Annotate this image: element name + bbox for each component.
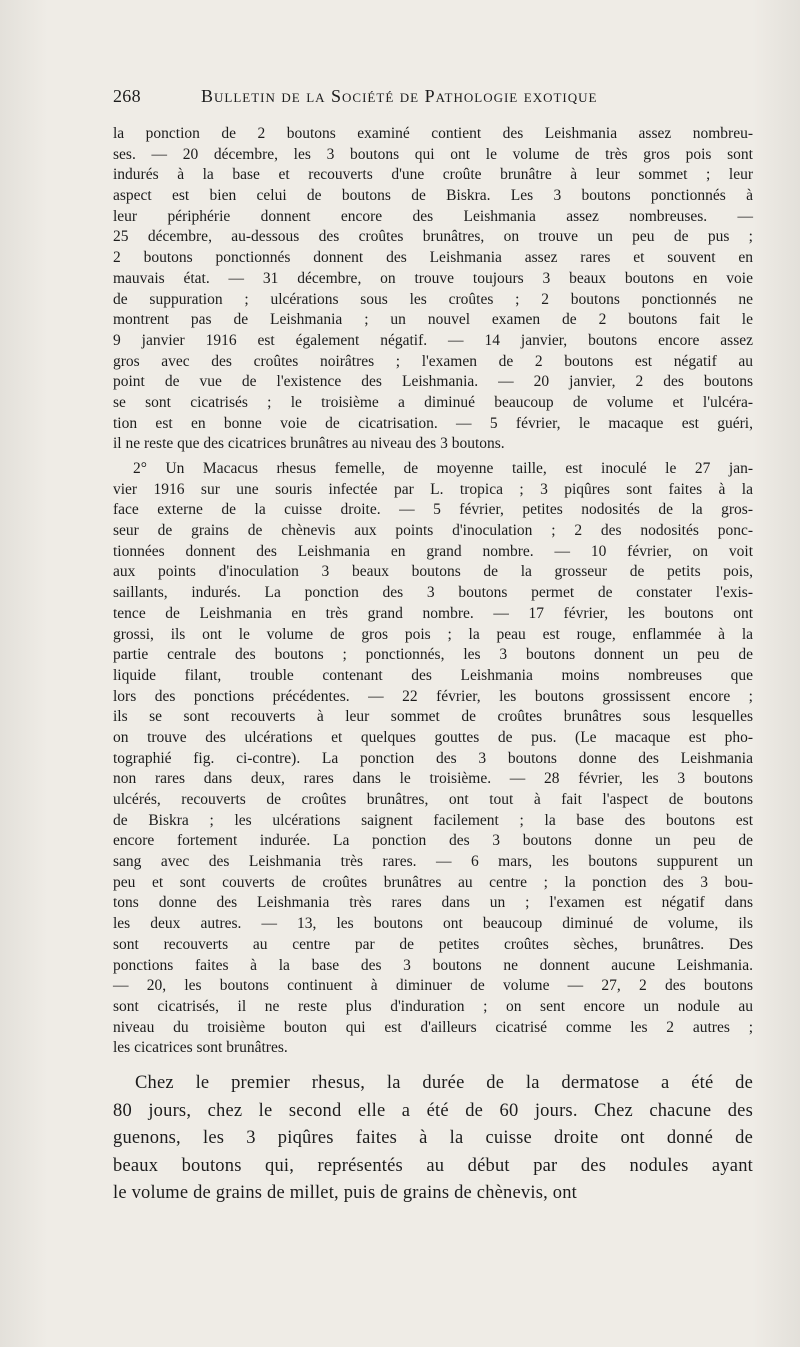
text-line: tographié fig. ci-contre). La ponction des 3 boutons donne des Leishmania [113,749,753,767]
text-line: il ne reste que des cicatrices brunâtres au niveau des 3 boutons. [113,435,505,453]
text-line: ulcérés, recouverts de croûtes brunâtres, ont tout à fait l'aspect de boutons [113,791,753,808]
text-line: aux points d'inoculation 3 beaux boutons de la grosseur de petits pois, [113,563,753,581]
text-line: la ponction de 2 boutons examiné contient des Leishmania assez nombreu- [113,125,753,142]
text-line: 25 décembre, au-dessous des croûtes brunâtres, on trouve un peu de pus ; [113,228,753,246]
text-line: 80 jours, chez le second elle a été de 60 jours. Chez chacune des [113,1100,753,1121]
text-line: tons donne des Leishmania très rares dans un ; l'examen est négatif dans [113,894,753,912]
paragraph-2 [113,459,753,1059]
text-line: aspect est bien celui de boutons de Biskra. Les 3 boutons ponctionnés à [113,187,753,205]
page-number: 268 [113,86,141,106]
running-title: Bulletin de la Société de Pathologie exotique [201,86,598,106]
page-header [113,86,753,112]
text-line: peu et sont couverts de croûtes brunâtres au centre ; la ponction des 3 bou- [113,873,753,891]
paragraph-3 [113,1070,753,1208]
text-line: sont cicatrisés, il ne reste plus d'induration ; on sent encore un nodule au [113,997,753,1015]
text-line: ils se sont recouverts à leur sommet de croûtes brunâtres sous lesquelles [113,708,753,726]
text-line: point de vue de l'existence des Leishmania. — 20 janvier, 2 des boutons [113,373,753,391]
text-line: mauvais état. — 31 décembre, on trouve toujours 3 beaux boutons en voie [113,269,753,287]
text-line: face externe de la cuisse droite. — 5 février, petites nodosités de la gros- [113,501,753,519]
text-line: gros avec des croûtes noirâtres ; l'examen de 2 boutons est négatif au [113,352,753,370]
text-line: de suppuration ; ulcérations sous les croûtes ; 2 boutons ponctionnés ne [113,290,753,308]
text-line: 2 boutons ponctionnés donnent des Leishmania assez rares et souvent en [113,249,753,267]
text-line: tion est en bonne voie de cicatrisation. — 5 février, le macaque est guéri, [113,414,753,432]
text-line: guenons, les 3 piqûres faites à la cuisse droite ont donné de [113,1128,753,1149]
text-line: ponctions faites à la base des 3 boutons ne donnent aucune Leishmania. [113,956,753,974]
text-line: de Biskra ; les ulcérations saignent facilement ; la base des boutons est [113,811,753,829]
text-line: le volume de grains de millet, puis de grains de chènevis, ont [113,1183,577,1204]
text-line: lors des ponctions précédentes. — 22 février, les boutons grossissent encore ; [113,687,753,705]
text-line: 2° Un Macacus rhesus femelle, de moyenne taille, est inoculé le 27 jan- [133,460,753,477]
text-line: tence de Leishmania en très grand nombre. — 17 février, les boutons ont [113,604,753,622]
text-line: ses. — 20 décembre, les 3 boutons qui ont le volume de très gros pois sont [113,145,753,163]
text-line: se sont cicatrisés ; le troisième a diminué beaucoup de volume et l'ulcéra- [113,393,753,411]
text-line: encore fortement indurée. La ponction des 3 boutons donne un peu de [113,832,753,850]
text-line: liquide filant, trouble contenant des Leishmania moins nombreuses que [113,666,753,684]
text-line: montrent pas de Leishmania ; un nouvel examen de 2 boutons fait le [113,311,753,329]
paragraph-1 [113,124,753,455]
text-line: vier 1916 sur une souris infectée par L. tropica ; 3 piqûres sont faites à la [113,480,753,498]
text-line: on trouve des ulcérations et quelques gouttes de pus. (Le macaque est pho- [113,728,753,746]
text-line: non rares dans deux, rares dans le troisième. — 28 février, les 3 boutons [113,770,753,788]
text-line: saillants, indurés. La ponction des 3 boutons permet de constater l'exis- [113,584,753,602]
text-line: sang avec des Leishmania très rares. — 6 mars, les boutons suppurent un [113,853,753,871]
text-line: niveau du troisième bouton qui est d'ailleurs cicatrisé comme les 2 autres ; [113,1018,753,1036]
text-line: leur périphérie donnent encore des Leishmania assez nombreuses. — [113,207,753,225]
text-line: les cicatrices sont brunâtres. [113,1039,288,1057]
text-line: 9 janvier 1916 est également négatif. — 14 janvier, boutons encore assez [113,331,753,349]
text-line: — 20, les boutons continuent à diminuer de volume — 27, 2 des boutons [113,977,753,995]
text-line: sont recouverts au centre par de petites croûtes sèches, brunâtres. Des [113,935,753,953]
text-line: beaux boutons qui, représentés au début par des nodules ayant [113,1155,753,1176]
text-line: indurés à la base et recouverts d'une croûte brunâtre à leur sommet ; leur [113,166,753,184]
text-line: Chez le premier rhesus, la durée de la dermatose a été de [135,1073,753,1093]
text-line: tionnées donnent des Leishmania en grand nombre. — 10 février, on voit [113,542,753,560]
text-line: grossi, ils ont le volume de gros pois ; la peau est rouge, enflammée à la [113,625,753,643]
text-line: seur de grains de chènevis aux points d'inoculation ; 2 des nodosités ponc- [113,522,753,540]
text-line: partie centrale des boutons ; ponctionnés, les 3 boutons donnent un peu de [113,646,753,664]
text-line: les deux autres. — 13, les boutons ont beaucoup diminué de volume, ils [113,915,753,933]
